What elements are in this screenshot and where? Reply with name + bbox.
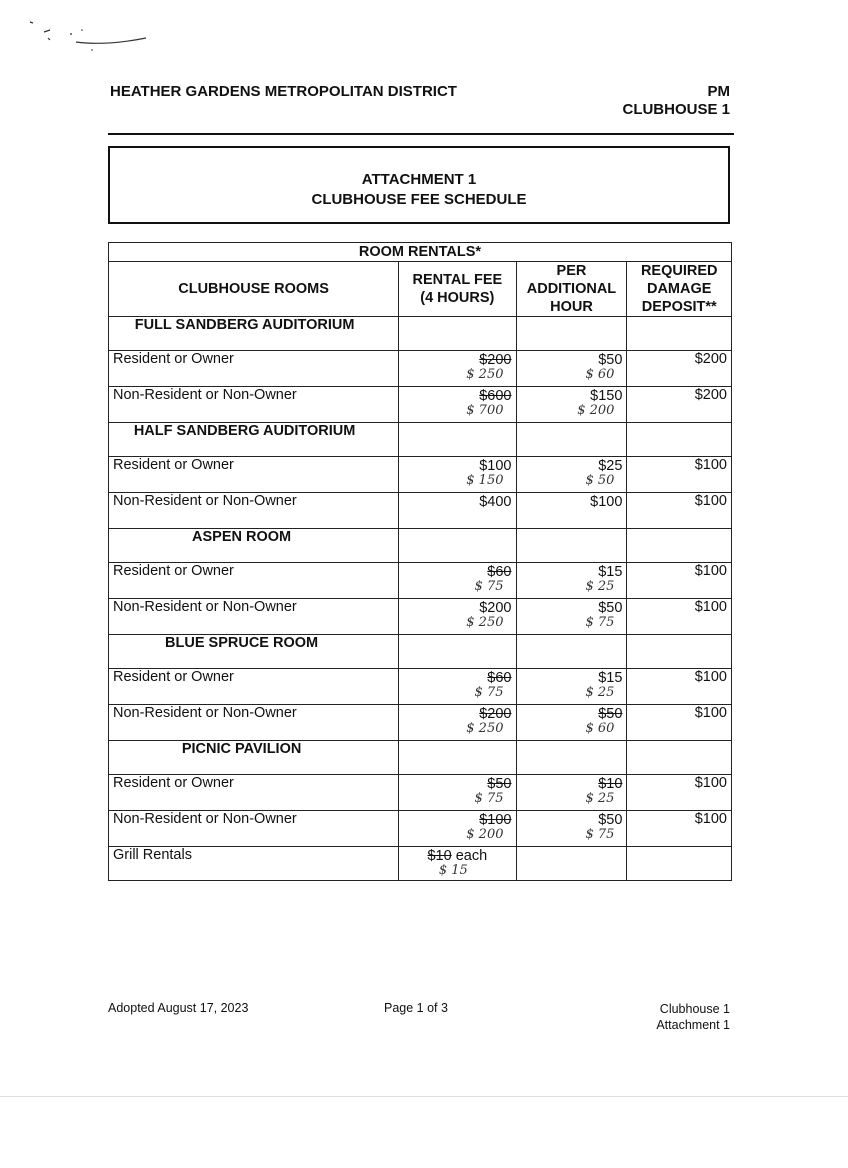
grill-fee-cell — [399, 847, 516, 881]
empty-cell — [627, 635, 732, 669]
rental-fee-cell — [399, 775, 516, 811]
handwritten-new-additional-hour: $ 25 — [585, 791, 615, 806]
empty-cell — [627, 529, 732, 563]
handwritten-new-additional-hour: $ 60 — [585, 721, 615, 736]
rental-fee-cell — [399, 457, 516, 493]
section-header-row — [109, 635, 732, 669]
col-header-damage-deposit — [627, 262, 732, 317]
handwritten-new-additional-hour: $ 75 — [585, 615, 615, 630]
table-row — [109, 493, 732, 529]
table-row — [109, 847, 732, 881]
rental-fee-cell — [399, 599, 516, 635]
empty-cell — [399, 529, 516, 563]
handwritten-new-additional-hour: $ 50 — [585, 473, 615, 488]
handwritten-new-rental-fee: $ 75 — [474, 791, 504, 806]
empty-cell — [399, 635, 516, 669]
policy-code: PM — [707, 83, 730, 100]
row-label: Resident or Owner — [109, 457, 399, 493]
col-header-damage-deposit-line: REQUIRED — [640, 263, 718, 279]
damage-deposit-cell: $200 — [627, 351, 732, 387]
empty-cell — [516, 529, 627, 563]
additional-hour-cell — [516, 493, 627, 529]
old-rental-fee-value: $200 — [479, 352, 512, 368]
damage-deposit-cell: $100 — [627, 705, 732, 741]
damage-deposit-cell: $100 — [627, 775, 732, 811]
col-header-damage-deposit-line: DEPOSIT** — [641, 299, 717, 315]
damage-deposit-cell: $100 — [627, 457, 732, 493]
footer-reference-line: Attachment 1 — [656, 1018, 730, 1032]
empty-cell — [399, 741, 516, 775]
rental-fee-value: $200 — [479, 600, 512, 616]
additional-hour-value: $50 — [598, 812, 623, 828]
row-label: Non-Resident or Non-Owner — [109, 811, 399, 847]
empty-cell — [399, 317, 516, 351]
table-row — [109, 599, 732, 635]
section-header-row — [109, 529, 732, 563]
old-rental-fee-value: $600 — [479, 388, 512, 404]
handwritten-new-rental-fee: $ 75 — [474, 579, 504, 594]
attachment-title-box — [108, 146, 730, 224]
row-label: Non-Resident or Non-Owner — [109, 493, 399, 529]
empty-cell — [399, 423, 516, 457]
empty-cell — [516, 423, 627, 457]
damage-deposit-cell: $100 — [627, 493, 732, 529]
row-label: Non-Resident or Non-Owner — [109, 705, 399, 741]
section-name-text: ASPEN ROOM — [192, 529, 292, 545]
rental-fee-cell — [399, 563, 516, 599]
old-additional-hour-value: $10 — [598, 776, 623, 792]
attachment-subtitle: CLUBHOUSE FEE SCHEDULE — [311, 191, 527, 208]
empty-cell — [627, 423, 732, 457]
section-code: CLUBHOUSE 1 — [622, 101, 730, 118]
damage-deposit-cell: $100 — [627, 811, 732, 847]
rental-fee-value: $100 — [479, 458, 512, 474]
handwritten-new-rental-fee: $ 75 — [474, 685, 504, 700]
handwritten-new-rental-fee: $ 200 — [466, 827, 504, 842]
col-header-additional-hour-line: HOUR — [550, 299, 593, 315]
table-row — [109, 811, 732, 847]
table-row — [109, 705, 732, 741]
fee-suffix: each — [451, 848, 488, 864]
handwritten-new-rental-fee: $ 250 — [466, 367, 504, 382]
additional-hour-value: $100 — [590, 494, 623, 510]
old-rental-fee-value: $100 — [479, 812, 512, 828]
handwritten-new-rental-fee: $ 700 — [466, 403, 504, 418]
old-additional-hour-value: $50 — [598, 706, 623, 722]
rental-fee-value: $400 — [479, 494, 512, 510]
table-row — [109, 775, 732, 811]
handwritten-new-additional-hour: $ 60 — [585, 367, 615, 382]
old-rental-fee-value: $60 — [487, 670, 512, 686]
rental-fee-cell — [399, 351, 516, 387]
additional-hour-value: $15 — [598, 670, 623, 686]
col-header-rental-fee-line: (4 HOURS) — [420, 290, 495, 306]
additional-hour-cell — [516, 705, 627, 741]
section-name-text: HALF SANDBERG AUDITORIUM — [133, 423, 356, 439]
section-name — [109, 635, 399, 669]
old-rental-fee-value: $50 — [487, 776, 512, 792]
handwritten-new-additional-hour: $ 25 — [585, 579, 615, 594]
col-header-rooms: CLUBHOUSE ROOMS — [109, 262, 399, 317]
section-header-row — [109, 741, 732, 775]
row-label: Resident or Owner — [109, 563, 399, 599]
damage-deposit-cell: $100 — [627, 669, 732, 705]
rental-fee-cell — [399, 811, 516, 847]
rental-fee-cell — [399, 705, 516, 741]
rental-fee-cell — [399, 493, 516, 529]
section-header-row — [109, 423, 732, 457]
col-header-additional-hour-line: ADDITIONAL — [526, 281, 617, 297]
row-label: Resident or Owner — [109, 775, 399, 811]
additional-hour-value: $15 — [598, 564, 623, 580]
additional-hour-cell — [516, 775, 627, 811]
additional-hour-value: $150 — [590, 388, 623, 404]
empty-cell — [516, 847, 627, 881]
rental-fee-cell — [399, 669, 516, 705]
damage-deposit-cell: $100 — [627, 563, 732, 599]
additional-hour-cell — [516, 811, 627, 847]
scan-edge — [0, 1096, 848, 1097]
additional-hour-cell — [516, 599, 627, 635]
section-name — [109, 741, 399, 775]
table-row — [109, 563, 732, 599]
additional-hour-cell — [516, 563, 627, 599]
section-name-text: FULL SANDBERG AUDITORIUM — [134, 317, 355, 333]
attachment-title: ATTACHMENT 1 — [361, 171, 477, 188]
table-row — [109, 669, 732, 705]
handwritten-new-additional-hour: $ 200 — [577, 403, 615, 418]
handwritten-new-rental-fee: $ 250 — [466, 721, 504, 736]
row-label: Resident or Owner — [109, 351, 399, 387]
table-row — [109, 351, 732, 387]
section-header-row — [109, 317, 732, 351]
additional-hour-value: $50 — [598, 600, 623, 616]
table-row — [109, 457, 732, 493]
col-header-rental-fee — [399, 262, 516, 317]
section-name-text: BLUE SPRUCE ROOM — [165, 635, 319, 651]
old-rental-fee-value: $60 — [487, 564, 512, 580]
footer-reference — [656, 1001, 730, 1033]
handwritten-new-fee: $ 15 — [438, 863, 468, 878]
rental-fee-cell — [399, 387, 516, 423]
row-label: Resident or Owner — [109, 669, 399, 705]
additional-hour-cell — [516, 669, 627, 705]
handwritten-new-rental-fee: $ 250 — [466, 615, 504, 630]
row-label: Non-Resident or Non-Owner — [109, 387, 399, 423]
damage-deposit-cell: $100 — [627, 599, 732, 635]
handwritten-new-rental-fee: $ 150 — [466, 473, 504, 488]
additional-hour-cell — [516, 387, 627, 423]
empty-cell — [516, 317, 627, 351]
col-header-additional-hour-line: PER — [556, 263, 587, 279]
empty-cell — [627, 317, 732, 351]
organization-name: HEATHER GARDENS METROPOLITAN DISTRICT — [110, 83, 457, 100]
handwritten-new-additional-hour: $ 75 — [585, 827, 615, 842]
row-label: Non-Resident or Non-Owner — [109, 599, 399, 635]
scan-artifact-marks — [20, 10, 150, 60]
additional-hour-value: $25 — [598, 458, 623, 474]
old-rental-fee-value: $200 — [479, 706, 512, 722]
document-code — [622, 83, 730, 119]
additional-hour-cell — [516, 351, 627, 387]
row-label: Grill Rentals — [109, 847, 399, 881]
empty-cell — [516, 635, 627, 669]
additional-hour-cell — [516, 457, 627, 493]
old-fee-value: $10 — [427, 848, 452, 864]
page-number: Page 1 of 3 — [384, 1001, 448, 1015]
table-row — [109, 387, 732, 423]
empty-cell — [516, 741, 627, 775]
section-name — [109, 423, 399, 457]
damage-deposit-cell: $200 — [627, 387, 732, 423]
additional-hour-value: $50 — [598, 352, 623, 368]
footer-reference-line: Clubhouse 1 — [659, 1002, 730, 1016]
empty-cell — [627, 741, 732, 775]
section-name — [109, 529, 399, 563]
section-name — [109, 317, 399, 351]
section-name-text: PICNIC PAVILION — [181, 741, 302, 757]
table-caption: ROOM RENTALS* — [109, 243, 732, 262]
fee-schedule-table — [108, 242, 732, 881]
header-divider — [108, 133, 734, 135]
adopted-date: Adopted August 17, 2023 — [108, 1001, 249, 1015]
empty-cell — [627, 847, 732, 881]
col-header-additional-hour — [516, 262, 627, 317]
col-header-damage-deposit-line: DAMAGE — [646, 281, 712, 297]
col-header-rental-fee-line: RENTAL FEE — [412, 272, 503, 288]
fee-sections — [109, 317, 732, 847]
handwritten-new-additional-hour: $ 25 — [585, 685, 615, 700]
